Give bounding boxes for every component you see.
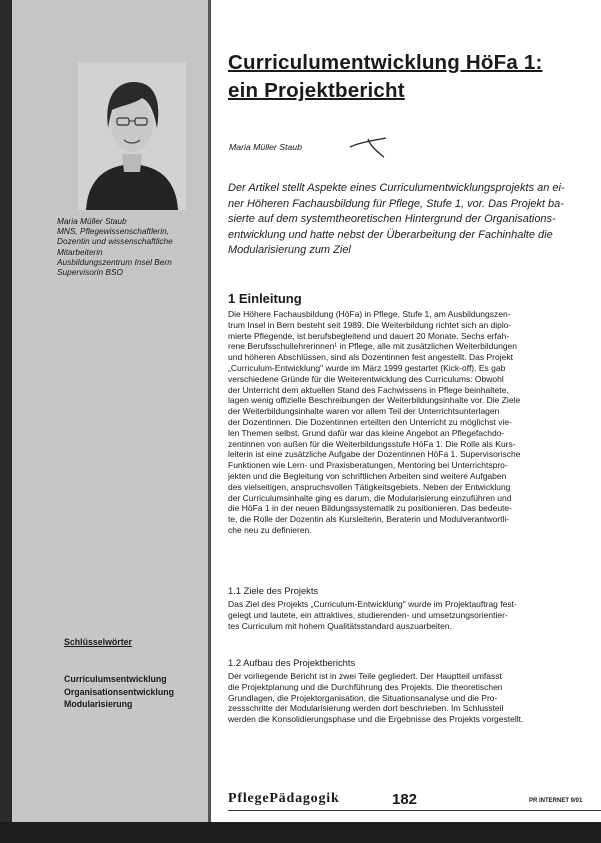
keywords-title: Schlüsselwörter xyxy=(64,637,132,647)
section11-body xyxy=(228,599,601,631)
abstract-line: Modularisierung zum Ziel xyxy=(228,244,351,257)
body-line: der Weiterbildungsinhalte waren vor allem Teil der Unterrichtsunterlagen xyxy=(228,406,500,417)
subsection-heading: 1.2 Aufbau des Projektberichts xyxy=(228,657,356,668)
abstract-line: sierte auf dem systemtheoretischen Hintergrund der Organisations- xyxy=(228,213,556,226)
body-line: lagen wenig offizielle Beschreibungen der Weiterbildungsinhalte vor. Die Ziele xyxy=(228,395,521,406)
body-line: te, die Rolle der Dozentin als Kursleiterin, Beraterin und Modulverantwortli- xyxy=(228,514,510,525)
body-line: tes Curriculum mit hohem Qualitätsstandard auszuarbeiten. xyxy=(228,620,452,631)
body-line: Die Höhere Fachausbildung (HöFa) in Pflege, Stufe 1, am Ausbildungszen- xyxy=(228,309,511,319)
section12-body xyxy=(228,671,601,725)
body-line: der Curriculumsinhalte ging es darum, die Modularisierung einzuführen und xyxy=(228,492,512,503)
footer-rule xyxy=(228,810,601,811)
footer-code: PR INTERNET 9/01 xyxy=(529,798,583,804)
body-line: leiterin ist eine zusätzliche Aufgabe der Dozentinnen HöFa 1. Supervisorische xyxy=(228,449,521,460)
article-title xyxy=(228,49,542,105)
body-line: Funktionen wie Lern- und Praxisberatungen, Mentoring bei Unterrichtspro- xyxy=(228,460,508,471)
caption-line: Mitarbeiterin xyxy=(57,246,103,257)
body-line: die Projektplanung und die Durchführung des Projekts. Die theoretischen xyxy=(228,681,503,692)
body-line: Der vorliegende Bericht ist in zwei Teile gegliedert. Der Hauptteil umfasst xyxy=(228,671,502,681)
body-line: zessschritte der Modularisierung werden dort beschrieben. Im Schlussteil xyxy=(228,703,504,714)
body-line: und höheren Abschlüssen, sind als Dozentinnen fest angestellt. Das Projekt xyxy=(228,352,513,363)
abstract-line: ner Höheren Fachausbildung für Pflege, Stufe 1, vor. Das Projekt ba- xyxy=(228,197,564,210)
author-photo xyxy=(78,62,186,210)
keyword-item: Curriculumsentwicklung xyxy=(64,674,167,684)
scan-edge-left xyxy=(0,0,12,843)
caption-line: Ausbildungszentrum Insel Bern xyxy=(57,256,172,267)
body-line: werden die Konsolidierungsphase und die Ergebnisse des Projekts vorgestellt. xyxy=(228,714,524,725)
abstract-line: Der Artikel stellt Aspekte eines Curriculumentwicklungsprojekts an ei- xyxy=(228,182,565,194)
title-line: ein Projektbericht xyxy=(228,79,405,102)
page-number: 182 xyxy=(392,791,418,808)
section-heading: 1 Einleitung xyxy=(228,291,302,306)
author-caption xyxy=(57,216,207,277)
body-line: zentinnen von außen für die Weiterbildungsstufe HöFa 1. Die Rolle als Kurs- xyxy=(228,438,516,449)
body-line: mierte Pflegende, ist berufsbegleitend und dauert 20 Monate. Sechs erfah- xyxy=(228,330,510,341)
body-line: jekten und die Begleitung von schriftlichen Arbeiten sind weitere Aufgaben xyxy=(228,470,507,481)
abstract-line: entwicklung und hatte nebst der Überarbeitung der Fachinhalte die xyxy=(228,228,553,241)
handwritten-mark-icon xyxy=(348,135,390,166)
body-line: rene Berufsschullehrerinnen¹ in Pflege, alle mit zusätzlichen Weiterbildungen xyxy=(228,341,517,352)
body-line: der Dozentinnen. Die Dozentinnen erteilten den Unterricht zu möglichst vie- xyxy=(228,416,512,427)
body-line: len Themen selbst. Grund dafür war das kleine Angebot an Pflegefachdo- xyxy=(228,427,505,438)
column-divider xyxy=(208,0,211,822)
body-line: gelegt und lautete, ein attraktives, studierenden- und umsetzungsorientier- xyxy=(228,609,508,620)
body-line: des vielseitigen, anspruchsvollen Tätigkeitsgebiets. Neben der Entwicklung xyxy=(228,481,511,492)
keyword-item: Organisationsentwicklung xyxy=(64,686,174,697)
body-line: Das Ziel des Projekts „Curriculum-Entwicklung" wurde im Projektauftrag fest- xyxy=(228,599,517,609)
abstract xyxy=(228,181,601,259)
keyword-item: Modularisierung xyxy=(64,699,133,709)
body-line: trum Insel in Bern besteht seit 1989. Die Weiterbildung richtet sich an diplo- xyxy=(228,319,512,330)
caption-line: MNS, Pflegewissenschaftlerin, xyxy=(57,226,170,237)
caption-line: Maria Müller Staub xyxy=(57,216,127,226)
journal-name: PflegePädagogik xyxy=(228,791,340,806)
caption-line: Dozentin und wissenschaftliche xyxy=(57,236,173,247)
scan-edge-bottom xyxy=(0,822,601,843)
body-line: die HöFa 1 in der neuen Bildungssystematik zu positionieren. Das bedeute- xyxy=(228,503,512,514)
title-line: Curriculumentwicklung HöFa 1: xyxy=(228,51,543,74)
body-line: Grundlagen, die Projektorganisation, die Situationsanalyse und die Pro- xyxy=(228,692,498,703)
body-line: „Curriculum-Entwicklung" wurde im März 1999 gestartet (Kick-off). Es gab xyxy=(228,362,506,373)
section1-body xyxy=(228,309,601,536)
keywords-list xyxy=(64,673,174,711)
subsection-heading: 1.1 Ziele des Projekts xyxy=(228,585,319,596)
body-line: der Unterricht dem aktuellen Stand des Fachwissens in Pflege beinhaltete, xyxy=(228,384,509,395)
body-line: verschiedene Gründe für die Weiterentwicklung des Curriculums: Obwohl xyxy=(228,373,504,384)
caption-line: Supervisorin BSO xyxy=(57,267,123,278)
author-name: Maria Müller Staub xyxy=(229,142,302,152)
body-line: che neu zu definieren. xyxy=(228,524,312,535)
